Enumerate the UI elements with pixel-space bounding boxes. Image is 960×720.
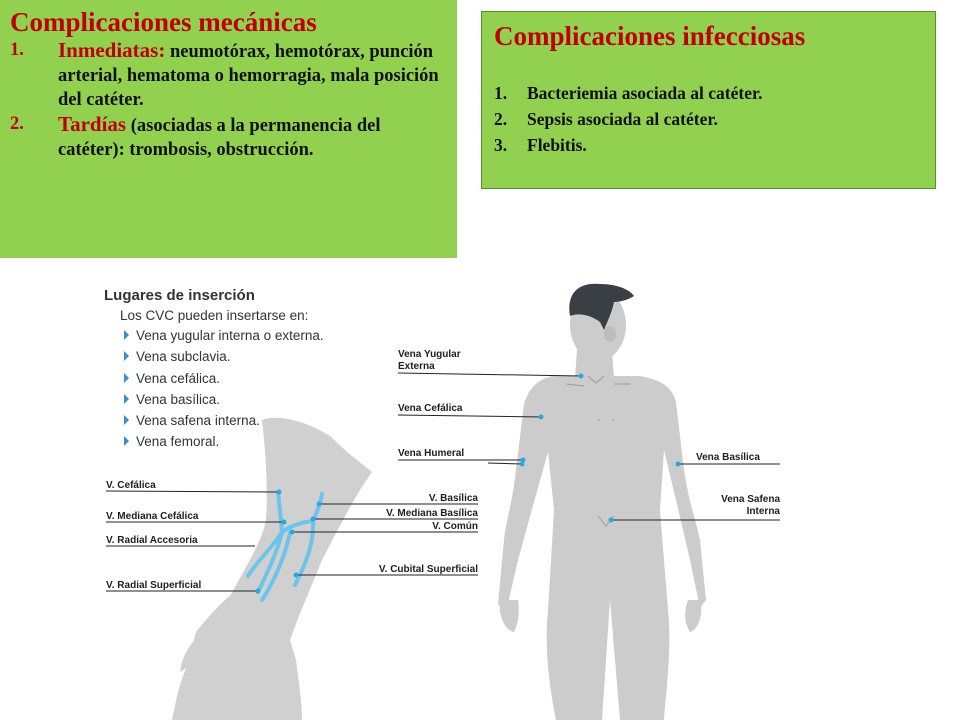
item-text: Sepsis asociada al catéter. [527,109,718,129]
item-term: Tardías [58,112,127,136]
dot-safena [609,518,614,523]
label-arm-mediana-cefalica: V. Mediana Cefálica [106,511,199,522]
insertion-item [124,413,260,428]
item-number: 1. [494,83,508,103]
infectious-item [494,80,923,106]
label-arm-radial-superficial: V. Radial Superficial [106,580,202,591]
insertion-item-label: Vena basílica. [136,392,221,407]
mechanical-item [10,112,447,162]
mechanical-complications-panel [0,0,457,258]
item-text: neumotórax, hemotórax, punción arterial, hematoma o hemorragia, mala posición del catéter. [58,42,439,110]
label-safena-line1: Vena Safena [721,494,780,505]
dot-arm-mediana-cefalica [282,520,287,525]
label-yugular-line2: Externa [398,361,435,372]
bullet-icon [124,436,129,446]
insertion-item [124,434,219,449]
dot-arm-cefalica [277,490,282,495]
bullet-icon [124,330,129,340]
infectious-title: Complicaciones infecciosas [494,21,806,51]
insertion-intro: Los CVC pueden insertarse en: [120,308,309,323]
item-number: 2. [10,114,24,134]
insertion-item-label: Vena safena interna. [136,413,260,428]
label-cefalica: Vena Cefálica [398,403,463,414]
infectious-complications-panel [481,11,936,189]
dot-yugular [579,374,584,379]
label-humeral: Vena Humeral [398,448,465,459]
leader-cefalica [398,415,541,417]
arm-silhouette [172,418,372,720]
dot-basilica [676,462,681,467]
infectious-list [494,80,923,158]
left-hand [500,600,519,632]
dot-arm-basilica [317,502,322,507]
label-arm-mediana-basilica: V. Mediana Basílica [386,508,478,519]
label-arm-basilica: V. Basílica [428,493,478,504]
bullet-icon [124,351,129,361]
item-text: (asociadas a la permanencia del catéter): trombosis, obstrucción. [58,116,381,160]
label-yugular-line1: Vena Yugular [398,349,461,360]
item-number: 3. [494,135,508,155]
label-arm-radial-accesoria: V. Radial Accesoria [106,535,198,546]
insertion-item [124,328,324,343]
leader-yugular [398,373,581,376]
insertion-title: Lugares de inserción [104,287,255,304]
mechanical-title: Complicaciones mecánicas [10,7,317,37]
label-arm-cubital: V. Cubital Superficial [378,564,478,575]
bullet-icon [124,373,129,383]
dot-humeral-2 [520,462,525,467]
bullet-icon [124,415,129,425]
dot-arm-mediana-basilica [311,517,316,522]
right-hand [685,600,701,632]
insertion-item-label: Vena cefálica. [136,371,221,386]
label-arm-comun: V. Común [432,521,478,532]
label-arm-cefalica: V. Cefálica [106,480,156,491]
body-figure [498,284,706,720]
dot-arm-cubital [294,573,299,578]
insertion-item-label: Vena femoral. [136,434,220,449]
item-text: Bacteriemia asociada al catéter. [527,83,763,103]
arm-figure [172,418,372,720]
dot-arm-comun [290,530,295,535]
dot-cefalica [539,415,544,420]
insertion-item [124,392,220,407]
mechanical-item [10,38,447,112]
item-number: 1. [10,40,24,60]
leader-arm-cefalica [106,491,279,492]
insertion-item [124,349,231,364]
bullet-icon [124,394,129,404]
dot-arm-radial-superficial [256,589,261,594]
label-safena-line2: Interna [746,506,780,517]
insertion-item-label: Vena subclavia. [136,349,231,364]
infectious-item [494,106,923,132]
label-basilica: Vena Basílica [696,452,760,463]
item-text: Flebitis. [527,135,587,155]
mechanical-list [10,38,447,162]
insertion-item [124,371,220,386]
insertion-item-label: Vena yugular interna o externa. [136,328,324,343]
item-number: 2. [494,109,508,129]
ear [604,326,616,342]
infectious-item [494,132,923,158]
torso [498,376,706,720]
item-term: Inmediatas: [58,38,166,62]
